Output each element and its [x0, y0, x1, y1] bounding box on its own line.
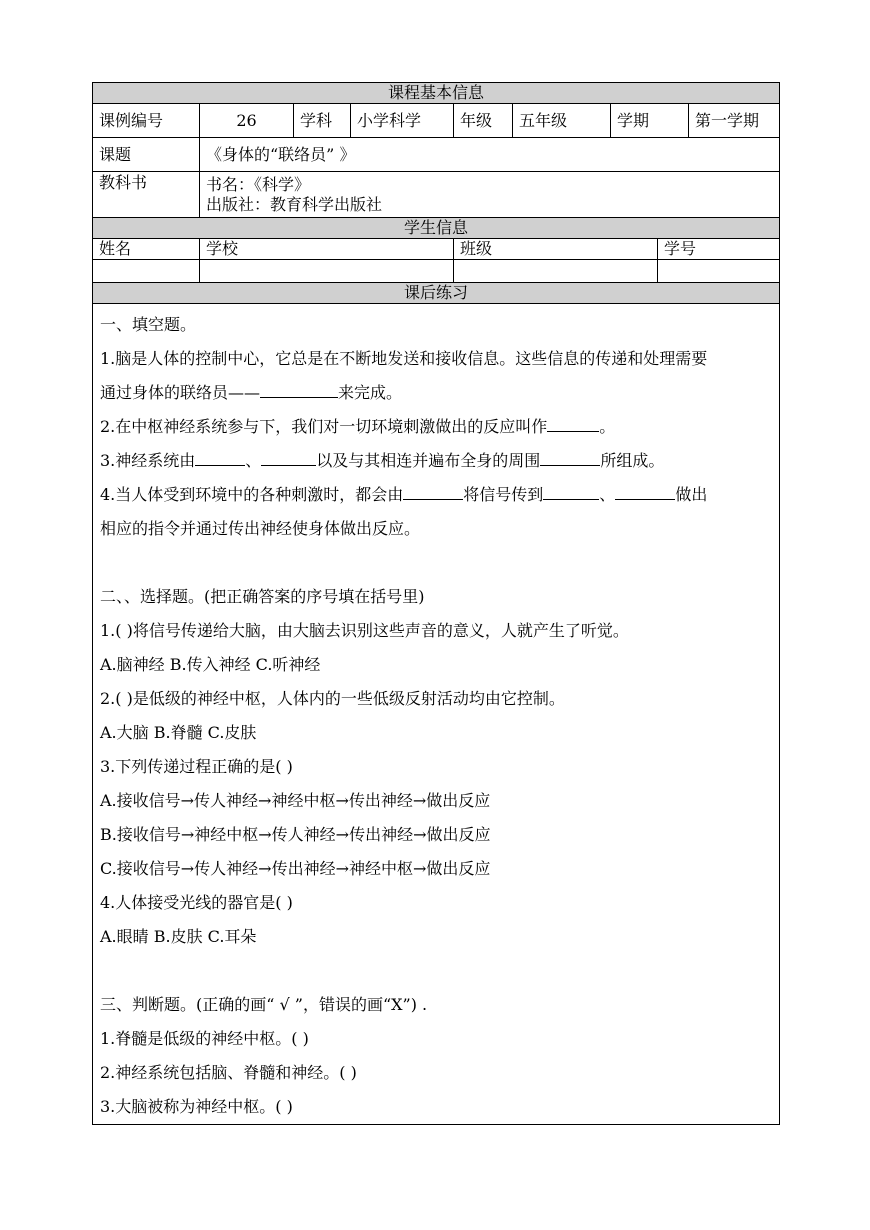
- choice-section-title: 二、、选择题。(把正确答案的序号填在括号里): [100, 587, 425, 606]
- answer-blank[interactable]: [615, 481, 675, 500]
- choice-q4-options: A.眼睛 B.皮肤 C.耳朵: [100, 927, 257, 946]
- choice-q3: 3.下列传递过程正确的是( ): [100, 757, 293, 776]
- judge-q1: 1.脊髓是低级的神经中枢。( ): [100, 1029, 309, 1048]
- student-info-header: 学生信息: [93, 218, 780, 239]
- choice-q1-options: A.脑神经 B.传入神经 C.听神经: [100, 655, 321, 674]
- choice-q1: 1.( )将信号传递给大脑，由大脑去识别这些声音的意义，人就产生了听觉。: [100, 621, 629, 640]
- term-label: 学期: [611, 104, 689, 138]
- judge-section-title: 三、判断题。(正确的画“ √ ”，错误的画“X”) .: [100, 995, 428, 1014]
- choice-q3-option-b: B.接收信号→神经中枢→传人神经→传出神经→做出反应: [100, 825, 491, 844]
- answer-blank[interactable]: [540, 447, 600, 466]
- fill-q3: 3.神经系统由 、 以及与其相连并遍布全身的周围 所组成。: [100, 444, 772, 478]
- textbook-row: [93, 172, 780, 218]
- subject-label: 学科: [294, 104, 351, 138]
- choice-q3-option-a: A.接收信号→传人神经→神经中枢→传出神经→做出反应: [100, 791, 491, 810]
- student-name-field[interactable]: [93, 260, 200, 283]
- answer-blank[interactable]: [547, 413, 599, 432]
- judge-q2: 2.神经系统包括脑、脊髓和神经。( ): [100, 1063, 357, 1082]
- exercise-header: 课后练习: [93, 283, 780, 304]
- term-value: 第一学期: [689, 104, 780, 138]
- student-number-label: 学号: [658, 239, 780, 260]
- grade-value: 五年级: [513, 104, 611, 138]
- class-label: 班级: [454, 239, 658, 260]
- grade-label: 年级: [454, 104, 513, 138]
- course-info-header: 课程基本信息: [93, 83, 780, 104]
- textbook-info: [200, 172, 780, 218]
- fill-q2: 2.在中枢神经系统参与下，我们对一切环境刺激做出的反应叫作 。: [100, 410, 772, 444]
- student-input-row: [93, 260, 780, 283]
- student-info-row: [93, 239, 780, 260]
- choice-q3-option-c: C.接收信号→传人神经→传出神经→神经中枢→做出反应: [100, 859, 491, 878]
- fill-q1-line1: 1.脑是人体的控制中心，它总是在不断地发送和接收信息。这些信息的传递和处理需要: [100, 349, 708, 368]
- choice-q4: 4.人体接受光线的器官是( ): [100, 893, 293, 912]
- fill-q4-line2: 相应的指令并通过传出神经使身体做出反应。: [100, 519, 421, 538]
- textbook-label: 教科书: [93, 172, 200, 218]
- answer-blank[interactable]: [195, 447, 245, 466]
- course-info-row: [93, 104, 780, 138]
- answer-blank[interactable]: [403, 481, 463, 500]
- school-field[interactable]: [200, 260, 454, 283]
- choice-q2: 2.( )是低级的神经中枢，人体内的一些低级反射活动均由它控制。: [100, 689, 565, 708]
- answer-blank[interactable]: [543, 481, 599, 500]
- answer-blank[interactable]: [260, 379, 338, 398]
- course-id-label: 课例编号: [93, 104, 200, 138]
- fill-q4-line1: 4.当人体受到环境中的各种刺激时，都会由 将信号传到 、 做出: [100, 478, 772, 512]
- class-field[interactable]: [454, 260, 658, 283]
- topic-label: 课题: [93, 138, 200, 172]
- textbook-title: 书名：《科学》: [206, 174, 311, 194]
- fill-section-title: 一、填空题。: [100, 315, 197, 334]
- answer-blank[interactable]: [261, 447, 316, 466]
- worksheet-table: [92, 82, 780, 1125]
- judge-q3: 3.大脑被称为神经中枢。( ): [100, 1097, 293, 1116]
- topic-row: [93, 138, 780, 172]
- exercise-body: [93, 304, 780, 1125]
- subject-value: 小学科学: [351, 104, 454, 138]
- fill-q1-line2: 通过身体的联络员—— 来完成。: [100, 376, 772, 410]
- student-number-field[interactable]: [658, 260, 780, 283]
- textbook-publisher: 出版社：教育科学出版社: [206, 194, 383, 214]
- topic-value: 《身体的“联络员” 》: [200, 138, 780, 172]
- student-name-label: 姓名: [93, 239, 200, 260]
- course-id-value: 26: [200, 104, 294, 138]
- choice-q2-options: A.大脑 B.脊髓 C.皮肤: [100, 723, 257, 742]
- worksheet: [92, 82, 779, 1125]
- school-label: 学校: [200, 239, 454, 260]
